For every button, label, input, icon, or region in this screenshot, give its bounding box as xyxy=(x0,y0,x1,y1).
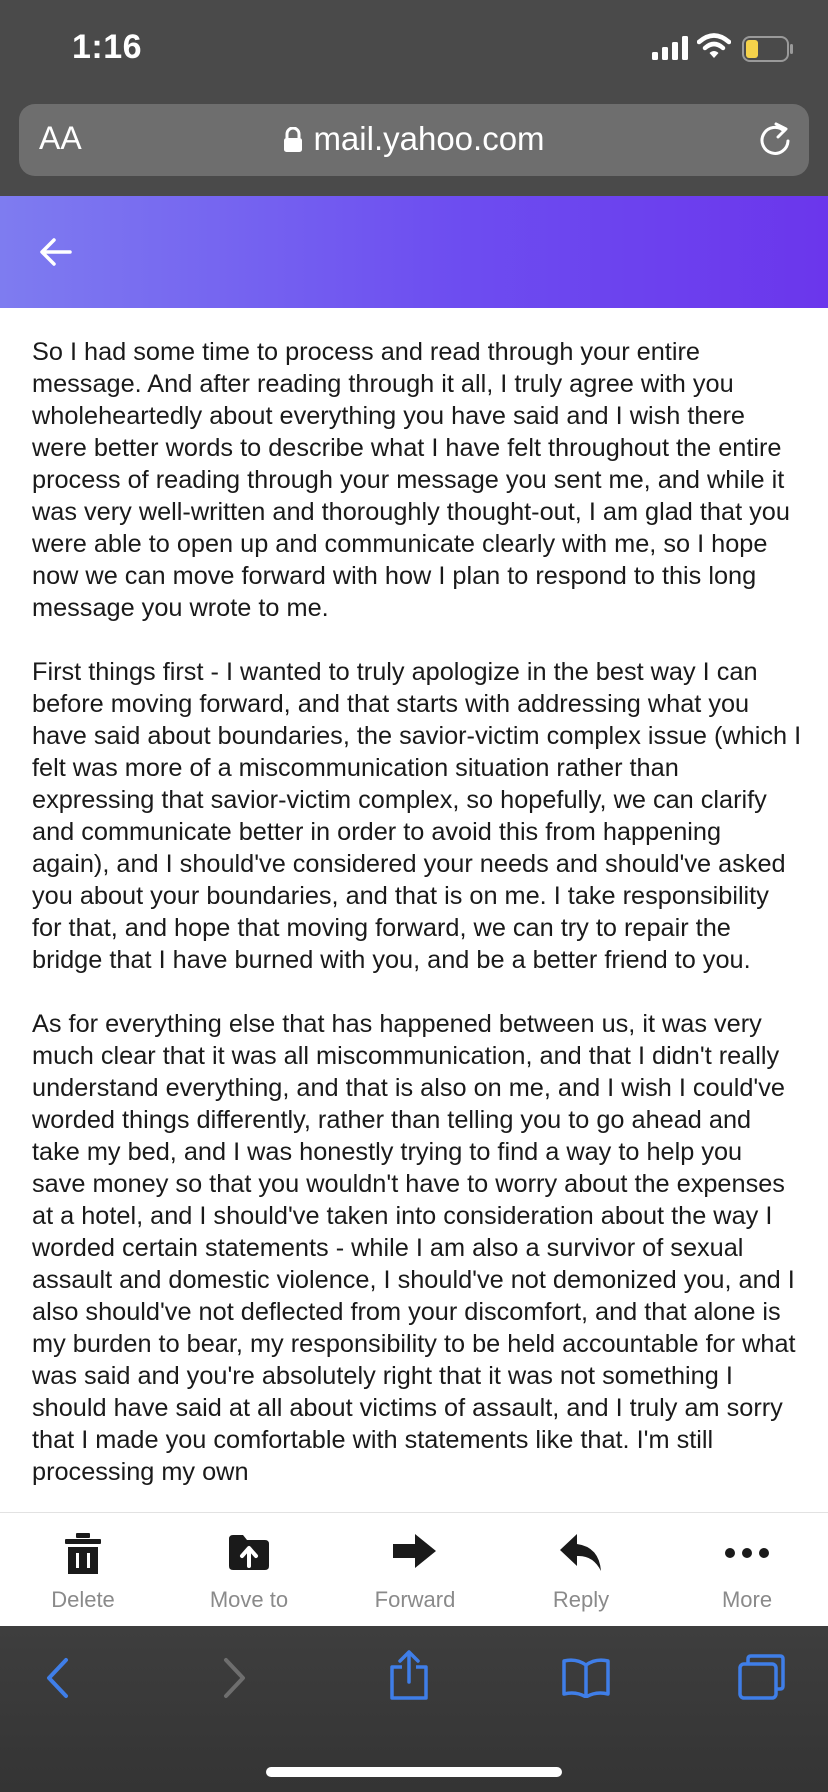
chevron-left-icon[interactable] xyxy=(44,1656,70,1705)
bookmarks-icon[interactable] xyxy=(561,1658,611,1703)
move-folder-icon xyxy=(166,1533,332,1575)
browser-chrome xyxy=(0,100,828,196)
message-header xyxy=(0,196,828,308)
battery-icon xyxy=(742,36,794,67)
delete-label: Delete xyxy=(51,1587,115,1612)
home-indicator[interactable] xyxy=(266,1767,562,1777)
message-paragraph: First things first - I wanted to truly apologize in the best way I can before moving forward, and that starts with addressing what you have said about boundaries, the savior-victim complex issue (which I felt was more of a miscommunication situation rather than expressing that savior-victim complex, so hopefully, we can clarify and communicate better in order to avoid this from happening again), and I should've considered your needs and should've asked you about your boundaries, and that is on me. I take responsibility for that, and hope that moving forward, we can try to repair the bridge that I have burned with you, and be a better friend to you. xyxy=(32,658,802,974)
message-paragraph: As for everything else that has happened between us, it was very much clear that it was all miscommunication, and that I didn't really understand everything, and that is also on me, and I wish I could've worded things differently, rather than telling you to go ahead and take my bed, and I was honestly trying to find a way to help you save money so that you wouldn't have to worry about the expenses at a hotel, and I should've taken into consideration about the way I worded certain statements - while I am also a survivor of sexual assault and domestic violence, I should've not demonized you, and I also should've not deflected from your discomfort, and that alone is my burden to bear, my responsibility to be held accountable for what was said and you're absolutely right that it was not something I should have said at all about victims of assault, and I truly am sorry that I made you comfortable with statements like that. I'm still processing my own xyxy=(32,1010,796,1486)
back-arrow-icon[interactable] xyxy=(36,232,76,277)
more-dots-icon xyxy=(664,1533,828,1575)
lock-icon xyxy=(283,123,303,161)
share-icon[interactable] xyxy=(388,1650,430,1705)
reply-arrow-icon xyxy=(498,1533,664,1575)
reply-label: Reply xyxy=(552,1587,610,1612)
message-action-toolbar xyxy=(0,1512,828,1627)
status-time: 1:16 xyxy=(72,28,143,66)
status-bar xyxy=(0,0,828,100)
text-size-label: AA xyxy=(39,120,82,156)
url-text: mail.yahoo.com xyxy=(313,120,545,157)
forward-label: Forward xyxy=(374,1587,456,1612)
chevron-right-icon[interactable] xyxy=(222,1656,248,1705)
wifi-icon xyxy=(697,33,731,64)
reload-icon[interactable] xyxy=(757,120,793,165)
move-to-label: Move to xyxy=(209,1587,289,1612)
url-display[interactable] xyxy=(19,120,809,161)
move-to-button[interactable] xyxy=(166,1513,332,1627)
signal-icon xyxy=(652,36,690,65)
more-label: More xyxy=(721,1587,773,1612)
delete-button[interactable] xyxy=(0,1513,166,1627)
tabs-icon[interactable] xyxy=(738,1654,786,1705)
forward-arrow-icon xyxy=(332,1533,498,1575)
message-body xyxy=(32,336,802,1512)
reply-button[interactable] xyxy=(498,1513,664,1627)
more-button[interactable] xyxy=(664,1513,828,1627)
message-paragraph: So I had some time to process and read through your entire message. And after reading through it all, I truly agree with you wholeheartedly about everything you have said and I wish there were better words to describe what I have felt throughout the entire process of reading through your message you sent me, and while it was very well-written and thoroughly thought-out, I am glad that you were able to open up and communicate clearly with me, so I hope now we can move forward with how I plan to respond to this long message you wrote to me. xyxy=(32,338,790,622)
forward-button[interactable] xyxy=(332,1513,498,1627)
address-bar[interactable] xyxy=(19,104,809,176)
trash-icon xyxy=(0,1533,166,1575)
